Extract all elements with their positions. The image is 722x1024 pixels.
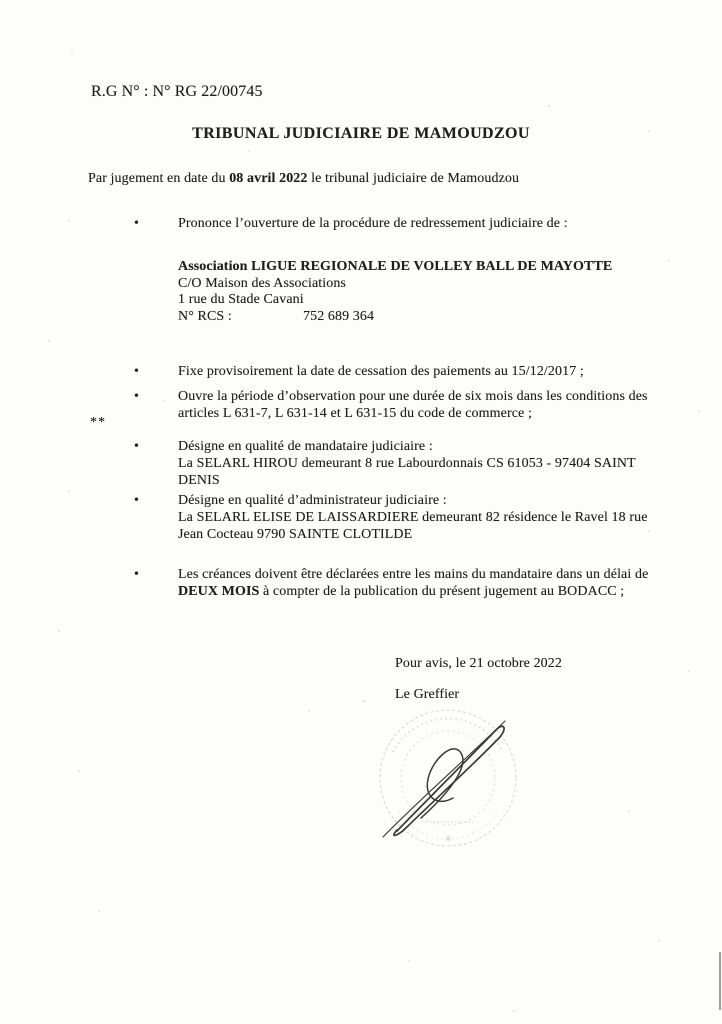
bullet-icon: • [134,439,139,454]
bullet-open-procedure [134,215,568,232]
administrateur-line2: Jean Cocteau 9790 SAINTE CLOTILDE [178,527,413,542]
creances-deadline-bold: DEUX MOIS [178,584,260,599]
bullet-icon: • [134,364,139,379]
creances-line2 [178,583,648,600]
bullet-icon: • [134,216,139,231]
mandataire-line1: La SELARL HIROU demeurant 8 rue Labourdonnais CS 61053 - 97404 SAINT [178,456,636,471]
observation-line1: Ouvre la période d’observation pour une durée de six mois dans les conditions des [178,389,648,404]
pour-avis-date-line: Pour avis, le 21 octobre 2022 [395,656,562,671]
open-procedure-text: Prononce l’ouverture de la procédure de redressement judiciaire de : [178,216,568,231]
mandataire-text [178,438,636,489]
observation-text [178,388,648,422]
bullet-icon: • [134,493,139,508]
scan-edge-artifact [719,952,721,1010]
debtor-rcs-line [178,309,612,326]
bullet-creances [134,566,648,600]
bullet-icon: • [134,567,139,582]
bullet-mandataire [134,438,636,489]
mandataire-line2: DENIS [178,473,220,488]
judgment-intro-line [88,170,519,187]
observation-line2: articles L 631-7, L 631-14 et L 631-15 du code de commerce ; [178,406,532,421]
court-title: TRIBUNAL JUDICIAIRE DE MAMOUDZOU [192,125,530,142]
mandataire-heading: Désigne en qualité de mandataire judiciaire : [178,439,433,454]
creances-suffix: à compter de la publication du présent jugement au BODACC ; [259,584,625,599]
intro-prefix: Par jugement en date du [88,171,230,186]
creances-text [178,566,648,600]
rcs-label: N° RCS : [178,308,232,324]
bullet-administrateur [134,492,648,543]
rcs-value: 752 689 364 [303,308,375,324]
stamp-and-signature [355,690,555,860]
margin-asterisks: ** [90,415,106,430]
bullet-observation-period [134,388,648,422]
bullet-icon: • [134,389,139,404]
creances-line1: Les créances doivent être déclarées entre les mains du mandataire dans un délai de [178,567,649,582]
signer-title: Le Greffier [395,687,460,702]
intro-suffix: le tribunal judiciaire de Mamoudzou [307,171,520,186]
administrateur-line1: La SELARL ELISE DE LAISSARDIERE demeurant 82 résidence le Ravel 18 rue [178,510,648,525]
debtor-block [178,259,612,325]
debtor-address-line2: 1 rue du Stade Cavani [178,292,304,307]
bullet-cessation-date [134,363,584,380]
svg-text:✳: ✳ [444,834,453,845]
rg-case-number: R.G N° : N° RG 22/00745 [91,83,263,100]
administrateur-heading: Désigne en qualité d’administrateur judiciaire : [178,493,447,508]
administrateur-text [178,492,648,543]
greffier-stamp-signature-graphic [355,690,555,860]
debtor-address-line1: C/O Maison des Associations [178,275,346,291]
cessation-text: Fixe provisoirement la date de cessation des paiements au 15/12/2017 ; [178,364,584,379]
judgment-date: 08 avril 2022 [229,171,308,186]
debtor-name: Association LIGUE REGIONALE DE VOLLEY BALL DE MAYOTTE [178,259,613,274]
